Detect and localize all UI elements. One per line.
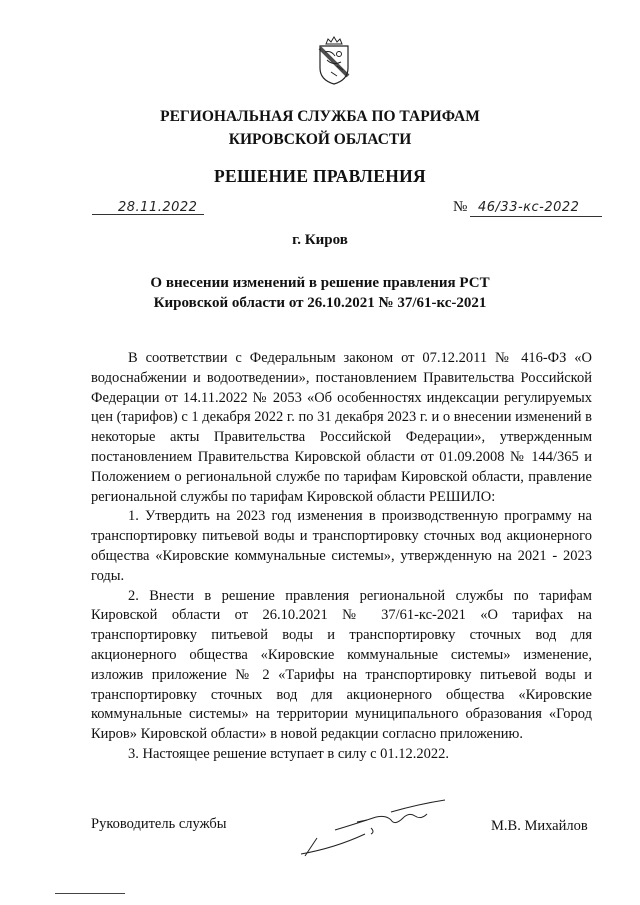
city: г. Киров — [292, 232, 348, 248]
preamble-paragraph: В соответствии с Федеральным законом от 07.12.2011 № 416-ФЗ «О водоснабжении и водоотведении», постановлением Правительства Российской Федерации от 14.11.2022 № 2053 «Об особенностях индексации регулируемых цен (тарифов) с 1 декабря 2022 г. по 31 декабря 2023 г. и о внесении изменений в некоторые акты Правительства Российской Федерации», утвержденным постановлением Правительства Кировской области от 01.09.2008 № 144/365 и Положением о региональной службе по тарифам Кировской области, правление региональной службы по тарифам Кировской области РЕШИЛО: — [91, 350, 592, 505]
signer-name: М.В. Михайлов — [491, 818, 588, 834]
signer-position: Руководитель службы — [91, 816, 227, 832]
coat-of-arms-icon — [317, 36, 351, 86]
document-date-field — [92, 200, 204, 216]
resolution-item-3: 3. Настоящее решение вступает в силу с 01.12.2022. — [128, 745, 450, 762]
handwritten-signature — [295, 798, 455, 860]
number-label: № — [453, 199, 468, 215]
date-underline — [92, 214, 204, 215]
organization-region: КИРОВСКОЙ ОБЛАСТИ — [228, 131, 412, 148]
page-footer-rule — [55, 893, 125, 894]
document-body — [91, 349, 592, 765]
resolution-item-1: 1. Утвердить на 2023 год изменения в производственную программу на транспортировку питьевой воды и транспортировку сточных вод акционерного общества «Кировские коммунальные системы», утвержденную на 2021 - 2023 годы. — [91, 508, 592, 584]
organization-name: РЕГИОНАЛЬНАЯ СЛУЖБА ПО ТАРИФАМ — [160, 108, 480, 125]
document-subject: О внесении изменений в решение правления РСТ Кировской области от 26.10.2021 № 37/61-кс-2021 — [150, 275, 490, 311]
document-number-field — [470, 200, 602, 218]
document-title: РЕШЕНИЕ ПРАВЛЕНИЯ — [214, 166, 426, 186]
document-date: 28.11.2022 — [118, 200, 198, 215]
document-number: 46/33-кс-2022 — [478, 200, 580, 215]
number-underline — [470, 216, 602, 217]
resolution-item-2: 2. Внести в решение правления региональной службы по тарифам Кировской области от 26.10.2021 № 37/61-кс-2021 «О тарифах на транспортировку питьевой воды и транспортировку сточных вод для акционерного общества «Кировские коммунальные системы» изменение, изложив приложение № 2 «Тарифы на транспортировку питьевой воды и транспортировку сточных вод для акционерного общества «Кировские коммунальные системы» на территории муниципального образования «Город Киров» Кировской области» в новой редакции согласно приложению. — [91, 587, 592, 743]
